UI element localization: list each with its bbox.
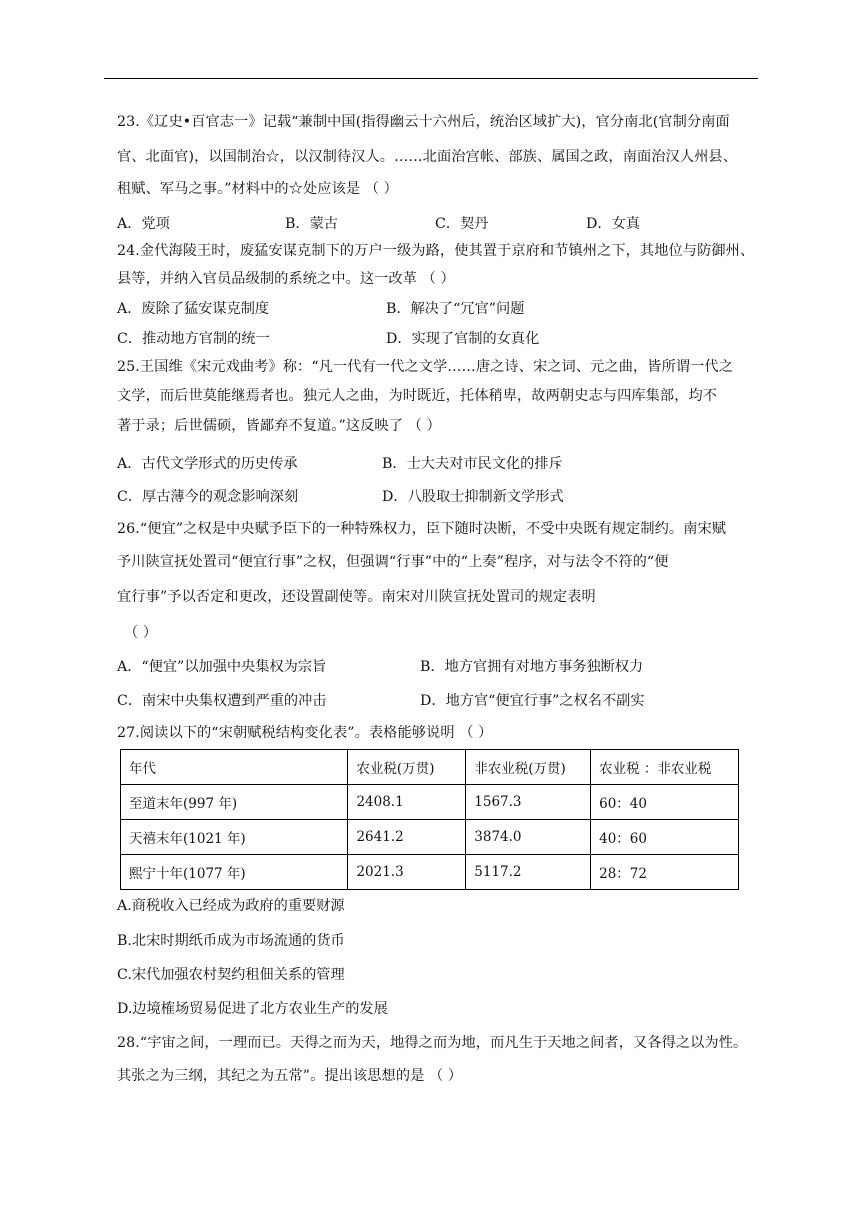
table-cell: 2641.2	[348, 820, 466, 855]
q24-option-d[interactable]: D．实现了官制的女真化	[386, 331, 540, 347]
table-row	[121, 855, 739, 890]
table-row	[121, 820, 739, 855]
q26-stem-line-2: 予川陕宣抚处置司“便宜行事”之权，但强调“行事”中的“上奏”程序，对与法令不符的“便	[117, 554, 669, 570]
q25-stem-line-3: 著于录；后世儒硕，皆鄙弃不复道。”这反映了 （ ）	[117, 418, 441, 434]
table-cell: 1567.3	[466, 785, 591, 820]
table-row	[121, 785, 739, 820]
table-header-cell: 非农业税(万贯)	[466, 750, 591, 785]
table-cell: 2408.1	[348, 785, 466, 820]
table-cell: 熙宁十年(1077 年)	[121, 855, 348, 890]
table-cell: 3874.0	[466, 820, 591, 855]
table-header-cell: 农业税 ：非农业税	[591, 750, 739, 785]
table-header-cell: 农业税(万贯)	[348, 750, 466, 785]
q25-option-c[interactable]: C．厚古薄今的观念影响深刻	[117, 489, 299, 505]
table-cell: 28：72	[591, 855, 739, 890]
q27-stem-line-1: 27.阅读以下的“宋朝赋税结构变化表”。表格能够说明 （ ）	[117, 725, 493, 741]
q26-answer-brackets: （ ）	[124, 625, 158, 641]
q25-stem-line-2: 文学，而后世莫能继焉者也。独元人之曲，为时既近，托体稍卑，故两朝史志与四库集部，均不	[117, 388, 718, 404]
q23-stem-line-2: 官、北面官)，以国制治☆，以汉制待汉人。……北面治宫帐、部族、属国之政，南面治汉人州县、	[117, 149, 738, 165]
q27-option-a[interactable]: A.商税收入已经成为政府的重要财源	[117, 898, 345, 914]
q24-option-c[interactable]: C．推动地方官制的统一	[117, 331, 270, 347]
q25-option-b[interactable]: B．士大夫对市民文化的排斥	[382, 456, 563, 472]
q23-stem-line-3: 租赋、军马之事。”材料中的☆处应该是 （ ）	[117, 181, 398, 197]
table-cell: 2021.3	[348, 855, 466, 890]
table-cell: 60：40	[591, 785, 739, 820]
q23-option-a[interactable]: A．党项	[117, 216, 170, 232]
q27-option-d[interactable]: D.边境榷场贸易促进了北方农业生产的发展	[117, 1001, 388, 1017]
q27-option-b[interactable]: B.北宋时期纸币成为市场流通的货币	[117, 933, 345, 949]
table-cell: 5117.2	[466, 855, 591, 890]
q23-option-c[interactable]: C．契丹	[435, 216, 489, 232]
q24-stem-line-2: 县等，并纳入官员品级制的系统之中。这一改革 （ ）	[117, 271, 455, 287]
q26-stem-line-1: 26.“便宜”之权是中央赋予臣下的一种特殊权力，臣下随时决断，不受中央既有规定制约。南宋赋	[117, 521, 727, 537]
table-header-cell: 年代	[121, 750, 348, 785]
q26-option-b[interactable]: B．地方官拥有对地方事务独断权力	[420, 659, 644, 675]
q26-option-a[interactable]: A．“便宜”以加强中央集权为宗旨	[117, 659, 327, 675]
q26-option-c[interactable]: C．南宋中央集权遭到严重的冲击	[117, 693, 327, 709]
q25-option-a[interactable]: A．古代文学形式的历史传承	[117, 456, 298, 472]
table-cell: 天禧末年(1021 年)	[121, 820, 348, 855]
q23-option-b[interactable]: B．蒙古	[285, 216, 338, 232]
q23-stem-line-1: 23.《辽史•百官志一》记载“兼制中国(指得幽云十六州后，统治区域扩大)，官分南北(官制分南面	[117, 114, 730, 130]
header-rule	[104, 78, 758, 79]
q23-option-d[interactable]: D．女真	[586, 216, 640, 232]
q28-stem-line-1: 28.“宇宙之间，一理而已。天得之而为天，地得之而为地，而凡生于天地之间者，又各得之以为性。	[117, 1035, 748, 1051]
q26-option-d[interactable]: D．地方官“便宜行事”之权名不副实	[420, 693, 645, 709]
table-cell: 40：60	[591, 820, 739, 855]
table-cell: 至道末年(997 年)	[121, 785, 348, 820]
q27-option-c[interactable]: C.宋代加强农村契约租佃关系的管理	[117, 967, 345, 983]
q25-option-d[interactable]: D．八股取士抑制新文学形式	[382, 489, 564, 505]
q24-option-a[interactable]: A．废除了猛安谋克制度	[117, 301, 270, 317]
q24-option-b[interactable]: B．解决了“冗官”问题	[386, 301, 525, 317]
q28-stem-line-2: 其张之为三纲，其纪之为五常”。提出该思想的是 （ ）	[117, 1068, 463, 1084]
q24-stem-line-1: 24.金代海陵王时，废猛安谋克制下的万户一级为路，使其置于京府和节镇州之下，其地位与防御州、	[117, 243, 755, 259]
table-header-row	[121, 750, 739, 785]
q25-stem-line-1: 25.王国维《宋元戏曲考》称：“凡一代有一代之文学……唐之诗、宋之词、元之曲，皆所谓一代之	[117, 359, 734, 375]
q26-stem-line-3: 宜行事”予以否定和更改，还设置副使等。南宋对川陕宣抚处置司的规定表明	[117, 589, 596, 605]
tax-structure-table	[120, 749, 739, 890]
